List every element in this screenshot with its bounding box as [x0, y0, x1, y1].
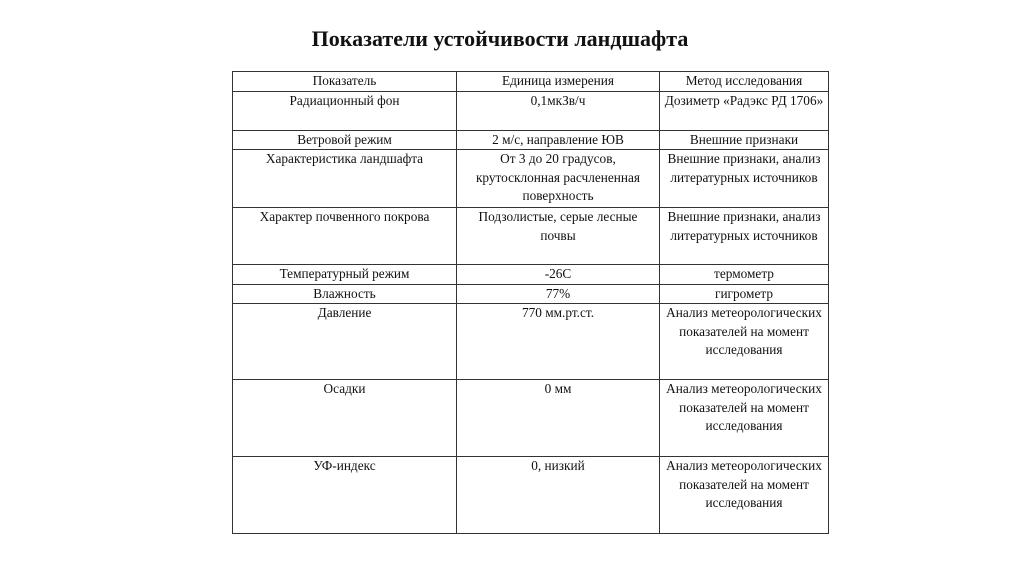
unit-cell: 0 мм — [457, 380, 660, 457]
table-row — [233, 91, 829, 130]
table-row — [233, 150, 829, 208]
method-cell: термометр — [660, 265, 829, 285]
method-cell: Дозиметр «Радэкс РД 1706» — [660, 91, 829, 130]
indicator-cell: Осадки — [233, 380, 457, 457]
unit-cell: 0, низкий — [457, 457, 660, 534]
method-cell: Анализ метеорологических показателей на момент исследования — [660, 457, 829, 534]
method-cell: Внешние признаки, анализ литературных источников — [660, 150, 829, 208]
unit-cell: 0,1мкЗв/ч — [457, 91, 660, 130]
table-row — [233, 130, 829, 150]
indicator-cell: Температурный режим — [233, 265, 457, 285]
indicator-cell: Влажность — [233, 284, 457, 304]
table-row — [233, 284, 829, 304]
indicator-cell: Радиационный фон — [233, 91, 457, 130]
method-cell: Анализ метеорологических показателей на момент исследования — [660, 304, 829, 380]
indicator-cell: Характеристика ландшафта — [233, 150, 457, 208]
indicator-cell: Ветровой режим — [233, 130, 457, 150]
method-cell: Внешние признаки — [660, 130, 829, 150]
table-row — [233, 265, 829, 285]
indicator-cell: Давление — [233, 304, 457, 380]
indicator-cell: УФ-индекс — [233, 457, 457, 534]
header-cell: Единица измерения — [457, 72, 660, 92]
unit-cell: 770 мм.рт.ст. — [457, 304, 660, 380]
unit-cell: 77% — [457, 284, 660, 304]
table-row — [233, 304, 829, 380]
table-row — [233, 208, 829, 265]
unit-cell: -26С — [457, 265, 660, 285]
method-cell: гигрометр — [660, 284, 829, 304]
table-row — [233, 457, 829, 534]
header-cell: Показатель — [233, 72, 457, 92]
indicators-table — [232, 71, 829, 534]
method-cell: Внешние признаки, анализ литературных источников — [660, 208, 829, 265]
indicator-cell: Характер почвенного покрова — [233, 208, 457, 265]
header-cell: Метод исследования — [660, 72, 829, 92]
page-title: Показатели устойчивости ландшафта — [311, 26, 689, 51]
table-header-row — [233, 72, 829, 92]
method-cell: Анализ метеорологических показателей на момент исследования — [660, 380, 829, 457]
table-row — [233, 380, 829, 457]
unit-cell: От 3 до 20 градусов, крутосклонная расчлененная поверхность — [457, 150, 660, 208]
unit-cell: 2 м/с, направление ЮВ — [457, 130, 660, 150]
unit-cell: Подзолистые, серые лесные почвы — [457, 208, 660, 265]
